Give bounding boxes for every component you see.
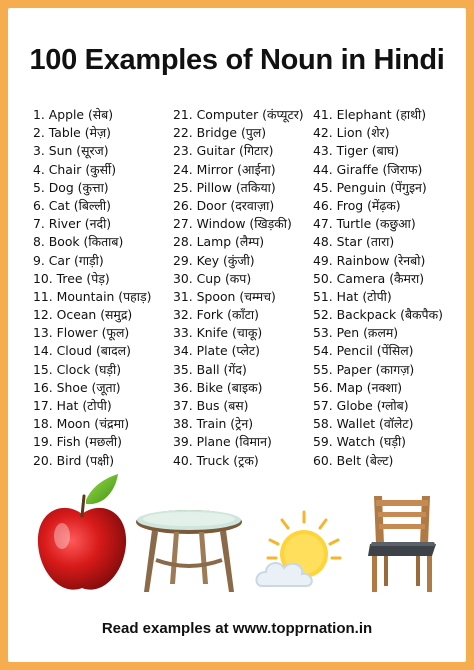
- list-item: 31. Spoon (चम्मच): [173, 288, 276, 304]
- list-item: 6. Cat (बिल्ली): [33, 197, 111, 213]
- list-item: 28. Lamp (लैम्प): [173, 234, 265, 250]
- list-item: 2. Table (मेज़): [33, 125, 112, 141]
- noun-list-column-2: [173, 106, 304, 470]
- noun-list-column-1: [33, 106, 151, 470]
- list-item: 24. Mirror (आईना): [173, 161, 276, 177]
- list-item: 57. Globe (ग्लोब): [313, 398, 409, 413]
- list-item: 20. Bird (पक्षी): [33, 452, 115, 468]
- list-item: 40. Truck (ट्रक): [173, 452, 259, 468]
- list-item: 49. Rainbow (रेनबो): [313, 252, 426, 268]
- list-item: 32. Fork (काँटा): [173, 307, 259, 323]
- list-item: 42. Lion (शेर): [313, 125, 390, 141]
- list-item: 11. Mountain (पहाड़): [33, 288, 152, 304]
- list-item: 30. Cup (कप): [173, 270, 252, 286]
- list-item: 39. Plane (विमान): [173, 434, 272, 450]
- list-item: 22. Bridge (पुल): [173, 125, 267, 141]
- list-item: 55. Paper (कागज़): [313, 361, 415, 377]
- footer-website: Read examples at www.topprnation.in: [101, 620, 373, 637]
- table-illustration: [134, 508, 244, 594]
- list-item: 37. Bus (बस): [173, 398, 249, 413]
- sun-cloud-illustration: [254, 510, 344, 594]
- page-title: 100 Examples of Noun in Hindi: [29, 44, 445, 76]
- list-item: 38. Train (ट्रेन): [173, 416, 254, 432]
- list-item: 18. Moon (चंद्रमा): [33, 416, 130, 432]
- list-item: 5. Dog (कुत्ता): [33, 179, 109, 195]
- list-item: 25. Pillow (तकिया): [173, 179, 276, 195]
- list-item: 27. Window (खिड़की): [173, 216, 292, 232]
- chair-illustration: [366, 494, 442, 594]
- list-item: 13. Flower (फूल): [33, 325, 130, 341]
- list-item: 4. Chair (कुर्सी): [33, 161, 117, 177]
- list-item: 19. Fish (मछली): [33, 434, 122, 450]
- list-item: 17. Hat (टोपी): [33, 398, 112, 413]
- noun-list-column-3: [313, 106, 443, 470]
- list-item: 56. Map (नक्शा): [313, 379, 403, 395]
- list-item: 59. Watch (घड़ी): [313, 434, 406, 450]
- list-item: 8. Book (किताब): [33, 234, 124, 250]
- list-item: 21. Computer (कंप्यूटर): [173, 107, 304, 122]
- list-item: 12. Ocean (समुद्र): [33, 307, 133, 323]
- list-item: 26. Door (दरवाज़ा): [173, 197, 275, 213]
- list-item: 53. Pen (क़लम): [313, 325, 399, 341]
- list-item: 50. Camera (कैमरा): [313, 270, 425, 286]
- list-item: 10. Tree (पेड़): [33, 270, 110, 286]
- list-item: 60. Belt (बेल्ट): [313, 452, 394, 468]
- list-item: 52. Backpack (बैकपैक): [313, 307, 443, 323]
- list-item: 47. Turtle (कछुआ): [313, 216, 416, 232]
- list-item: 14. Cloud (बादल): [33, 343, 131, 359]
- apple-illustration: [34, 470, 130, 598]
- list-item: 7. River (नदी): [33, 216, 112, 232]
- list-item: 46. Frog (मेंढ़क): [313, 197, 401, 213]
- list-item: 54. Pencil (पेंसिल): [313, 343, 414, 359]
- list-item: 48. Star (तारा): [313, 234, 395, 250]
- list-item: 33. Knife (चाकू): [173, 325, 263, 341]
- list-item: 43. Tiger (बाघ): [313, 143, 400, 159]
- list-item: 15. Clock (घड़ी): [33, 361, 122, 377]
- list-item: 51. Hat (टोपी): [313, 288, 392, 304]
- list-item: 29. Key (कुंजी): [173, 252, 255, 268]
- list-item: 41. Elephant (हाथी): [313, 107, 427, 122]
- list-item: 35. Ball (गेंद): [173, 361, 247, 377]
- list-item: 1. Apple (सेब): [33, 107, 114, 122]
- list-item: 9. Car (गाड़ी): [33, 252, 104, 268]
- list-item: 16. Shoe (जूता): [33, 379, 121, 395]
- list-item: 45. Penguin (पेंगुइन): [313, 179, 427, 195]
- list-item: 36. Bike (बाइक): [173, 379, 263, 395]
- list-item: 44. Giraffe (जिराफ): [313, 161, 423, 177]
- list-item: 3. Sun (सूरज): [33, 143, 109, 159]
- list-item: 34. Plate (प्लेट): [173, 343, 260, 359]
- list-item: 58. Wallet (वॉलेट): [313, 416, 414, 432]
- list-item: 23. Guitar (गिटार): [173, 143, 274, 159]
